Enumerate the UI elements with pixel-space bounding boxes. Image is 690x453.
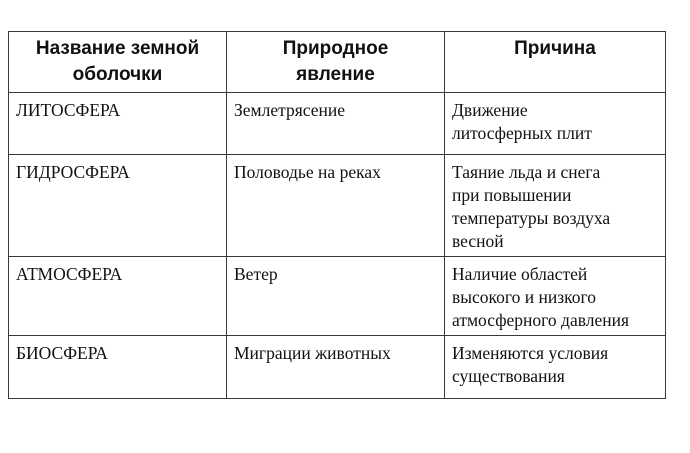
cell-cause-text: Изменяются условия существования	[452, 343, 609, 386]
table-row	[9, 336, 666, 399]
cell-shell	[9, 93, 227, 155]
cell-shell-text: АТМОСФЕРА	[16, 264, 123, 284]
cell-shell	[9, 336, 227, 399]
cell-cause	[445, 257, 666, 336]
cell-phenomenon	[227, 257, 445, 336]
header-shell-name	[9, 32, 227, 93]
cell-cause-text: Наличие областей высокого и низкого атмосферного давления	[452, 264, 630, 330]
table-body	[9, 93, 666, 399]
cell-phenomenon	[227, 93, 445, 155]
earth-shells-table	[8, 31, 666, 399]
cell-shell-text: ЛИТОСФЕРА	[16, 100, 121, 120]
cell-cause	[445, 336, 666, 399]
cell-phenomenon	[227, 336, 445, 399]
cell-cause-text: Движение литосферных плит	[452, 100, 592, 143]
cell-phenomenon-text: Миграции животных	[234, 343, 391, 363]
cell-shell	[9, 257, 227, 336]
cell-shell-text: БИОСФЕРА	[16, 343, 108, 363]
header-phenomenon	[227, 32, 445, 93]
table-row	[9, 257, 666, 336]
header-cause-text: Причина	[514, 38, 596, 59]
cell-cause	[445, 93, 666, 155]
cell-phenomenon	[227, 155, 445, 257]
table-row	[9, 93, 666, 155]
cell-cause	[445, 155, 666, 257]
table-row	[9, 155, 666, 257]
cell-phenomenon-text: Ветер	[234, 264, 278, 284]
cell-cause-text: Таяние льда и снега при повышении температуры воздуха весной	[452, 162, 611, 251]
cell-shell-text: ГИДРОСФЕРА	[16, 162, 130, 182]
header-shell-name-text: Название земной оболочки	[35, 38, 200, 85]
cell-shell	[9, 155, 227, 257]
header-cause	[445, 32, 666, 93]
cell-phenomenon-text: Землетрясение	[234, 100, 346, 120]
table-header	[9, 32, 666, 93]
cell-phenomenon-text: Половодье на реках	[234, 162, 381, 182]
header-row	[9, 32, 666, 93]
header-phenomenon-text: Природное явление	[282, 38, 389, 85]
